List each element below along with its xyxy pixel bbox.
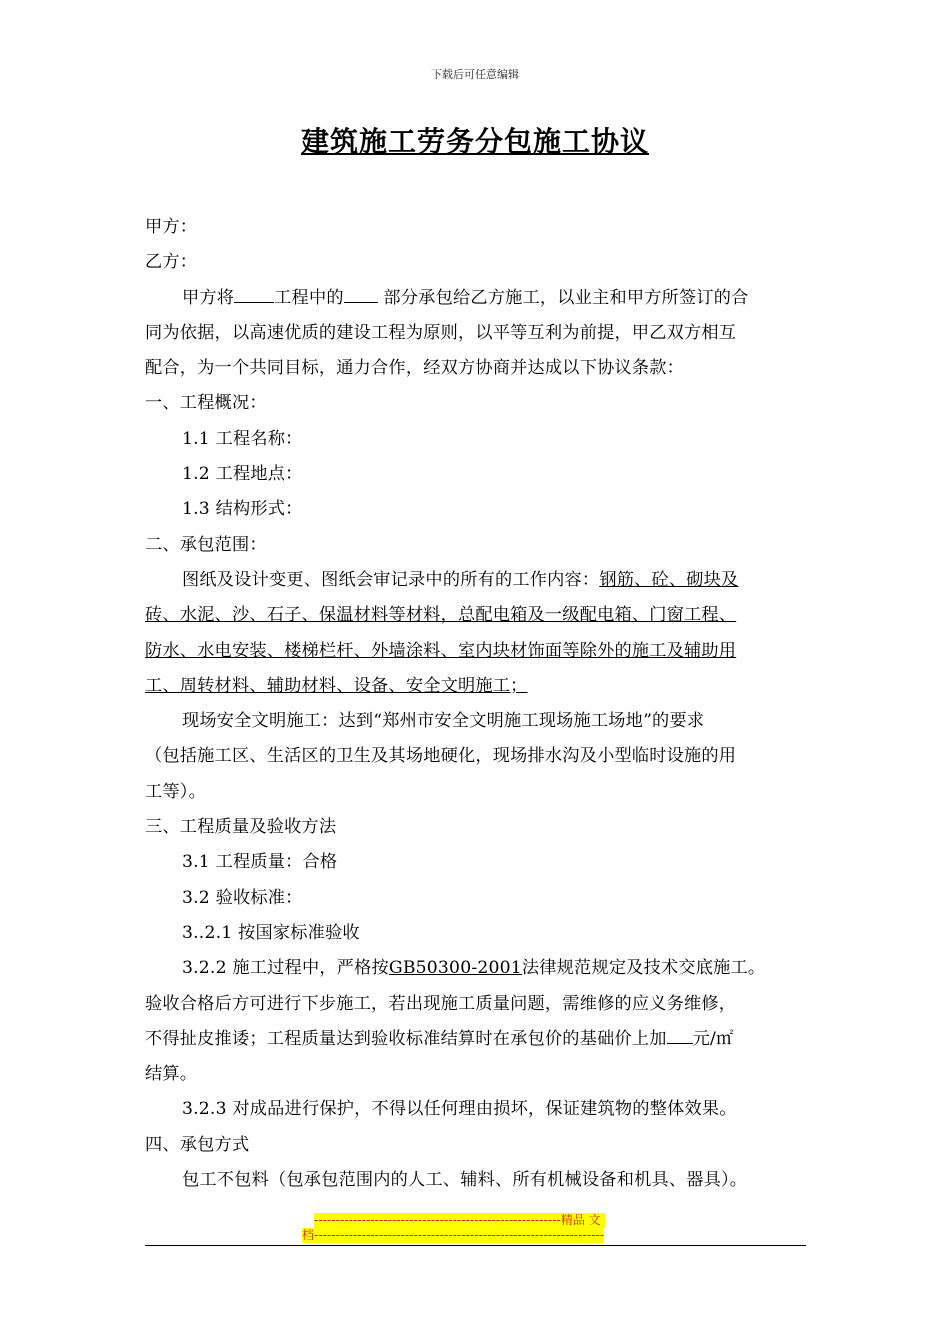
safety-line-2: （包括施工区、生活区的卫生及其场地硬化，现场排水沟及小型临时设施的用 xyxy=(145,746,737,767)
scope-lead: 图纸及设计变更、图纸会审记录中的所有的工作内容： xyxy=(182,569,600,590)
construction-process-line-2: 验收合格后方可进行下步施工，若出现施工质量问题，需维修的应义务维修， xyxy=(145,993,737,1014)
part-blank xyxy=(344,282,378,303)
section-3-heading: 三、工程质量及验收方法 xyxy=(145,817,337,838)
footer-rule xyxy=(145,1245,806,1246)
intro-line-1 xyxy=(145,281,810,316)
scope-exclusions-4: 工、周转材料、辅助材料、设备、安全文明施工； xyxy=(145,675,528,696)
unit-price-blank xyxy=(667,1023,693,1044)
contract-method-item: 包工不包料（包承包范围内的人工、辅料、所有机械设备和机具、器具）。 xyxy=(182,1170,748,1191)
scope-line-1 xyxy=(145,563,810,598)
intro-text-a: 甲方将 xyxy=(182,287,235,308)
price-unit: 元/㎡ xyxy=(692,1028,734,1049)
safety-line-3: 工等）。 xyxy=(145,781,206,802)
project-location-item: 1.2 工程地点： xyxy=(182,464,303,485)
structure-type-item: 1.3 结构形式： xyxy=(182,499,303,520)
quality-item: 3.1 工程质量：合格 xyxy=(182,852,338,873)
party-a-label: 甲方： xyxy=(145,217,198,237)
intro-text-b: 工程中的 xyxy=(274,287,344,308)
construction-process-line-3 xyxy=(145,1022,810,1057)
intro-text-c: 部分承包给乙方施工，以业主和甲方所签订的合 xyxy=(383,287,749,308)
standard-code: GB50300-2001 xyxy=(388,958,522,979)
safety-line-1: 现场安全文明施工：达到“郑州市安全文明施工现场施工场地”的要求 xyxy=(182,711,705,732)
acceptance-standard-item: 3.2 验收标准： xyxy=(182,887,303,908)
section-4-heading: 四、承包方式 xyxy=(145,1134,250,1155)
footer-banner-line-2: 档------------------------------------------------------------------- xyxy=(302,1228,605,1242)
header-note: 下载后可任意编辑 xyxy=(431,68,519,81)
construction-process-line-4: 结算。 xyxy=(145,1064,198,1085)
document-title: 建筑施工劳务分包施工协议 xyxy=(300,125,649,158)
intro-line-2: 同为依据，以高速优质的建设工程为原则，以平等互利为前提，甲乙双方相互 xyxy=(145,322,737,343)
process-text-b: 法律规范规定及技术交底施工。 xyxy=(521,958,766,979)
intro-line-3: 配合，为一个共同目标，通力合作，经双方协商并达成以下协议条款： xyxy=(145,358,685,379)
scope-exclusions-1: 钢筋、砼、砌块及 xyxy=(599,569,739,590)
project-name-item: 1.1 工程名称： xyxy=(182,428,303,449)
construction-process-line-1 xyxy=(145,951,810,986)
document-body xyxy=(145,210,810,1198)
process-text-c: 不得扯皮推诿；工程质量达到验收标准结算时在承包价的基础价上加 xyxy=(145,1028,667,1049)
footer-banner-line-1: ---------------------------------------------------------精品 文 xyxy=(314,1213,605,1228)
process-text-a: 3.2.2 施工过程中，严格按 xyxy=(182,958,389,979)
national-standard-item: 3..2.1 按国家标准验收 xyxy=(182,922,360,943)
scope-exclusions-2: 砖、水泥、沙、石子、保温材料等材料，总配电箱及一级配电箱、门窗工程、 xyxy=(145,605,737,626)
section-1-heading: 一、工程概况： xyxy=(145,393,267,414)
scope-exclusions-3: 防水、水电安装、楼梯栏杆、外墙涂料、室内块材饰面等除外的施工及辅助用 xyxy=(145,640,737,661)
section-2-heading: 二、承包范围： xyxy=(145,534,267,555)
party-b-label: 乙方： xyxy=(145,252,198,273)
protection-item: 3.2.3 对成品进行保护，不得以任何理由损坏，保证建筑物的整体效果。 xyxy=(182,1099,737,1120)
footer-banner xyxy=(0,1213,950,1243)
project-name-blank xyxy=(234,282,274,303)
